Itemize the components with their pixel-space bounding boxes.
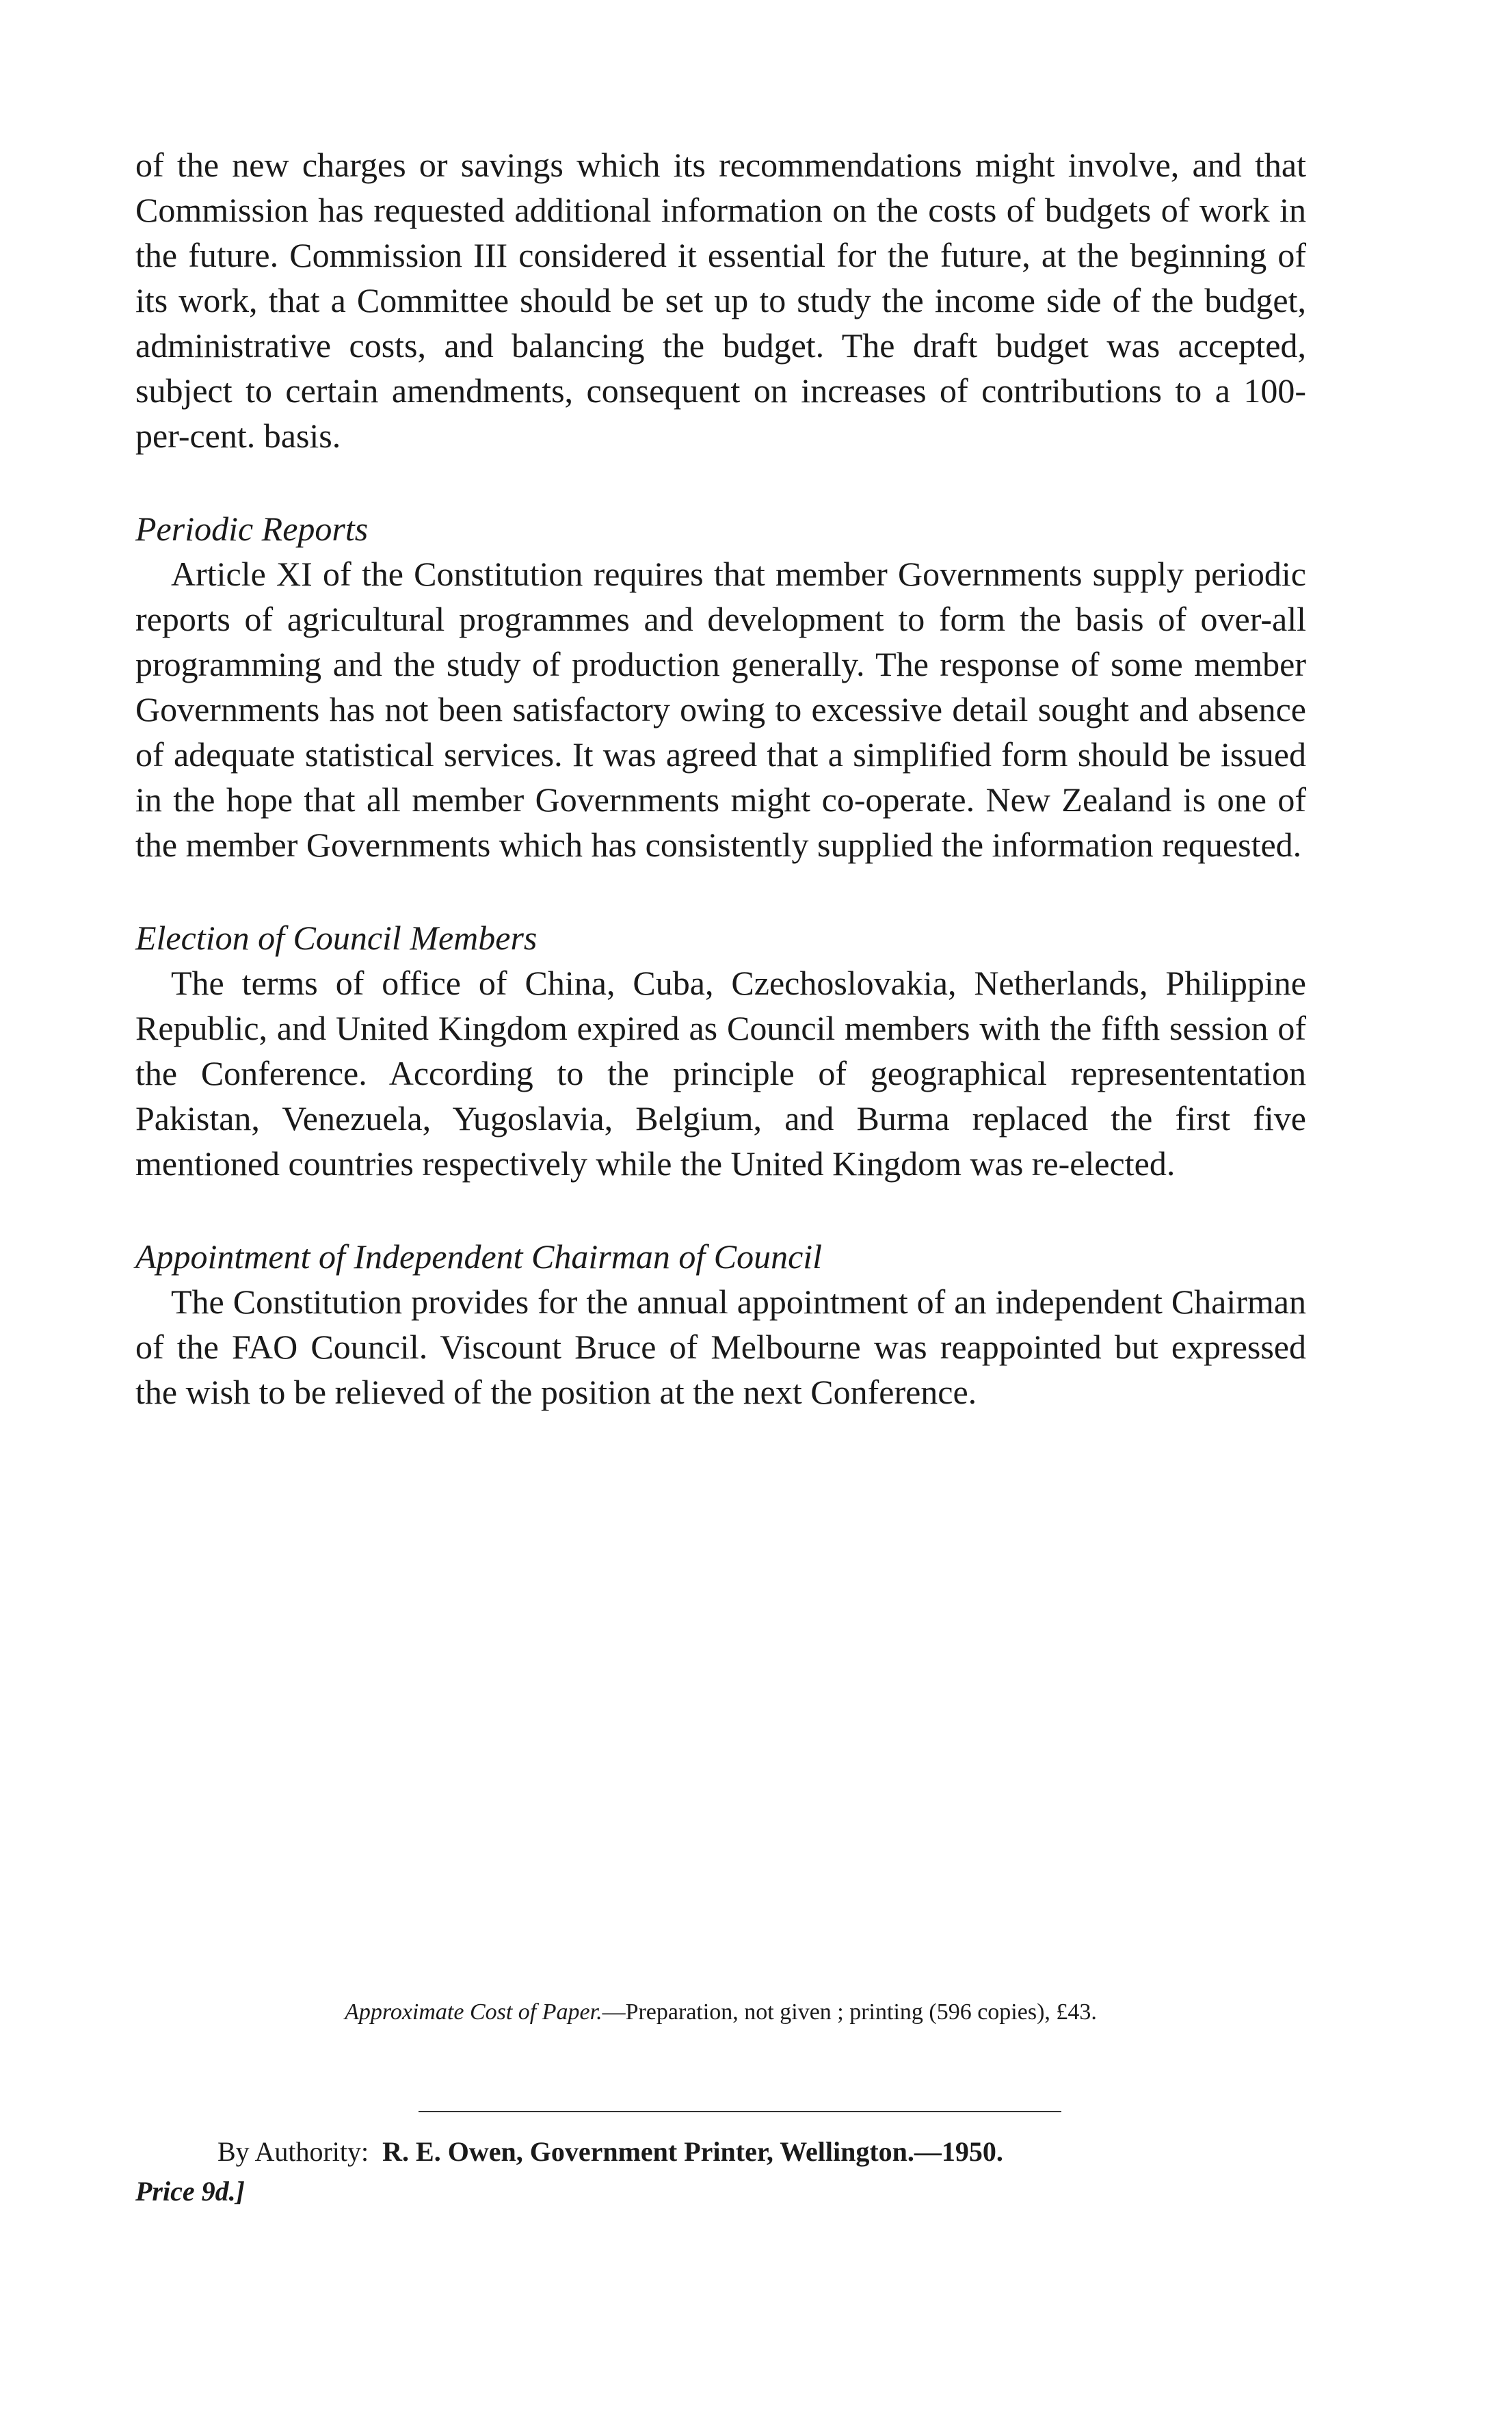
divider-rule [419,2111,1061,2112]
cost-note [135,1997,1306,2027]
document-body [135,142,1306,1415]
periodic-reports-paragraph: Article XI of the Constitution requires that member Governments supply periodic reports of agricultural programmes and development to form the basis of over-all programming and the study of production generally. The response of some member Governments has not been satisfactory owing to excessive detail sought and absence of adequate statistical services. It was agreed that a simplified form should be issued in the hope that all member Governments might co-operate. New Zealand is one of the member Governments which has consistently supplied the information requested. [135,555,1306,864]
appointment-paragraph: The Constitution provides for the annual appointment of an independent Chairman of the FAO Council. Viscount Bruce of Melbourne was reappointed but expressed the wish to be relieved of the position at the next Conference. [135,1283,1306,1411]
heading-appointment-of-chairman: Appointment of Independent Chairman of Council [135,1237,823,1276]
heading-periodic-reports: Periodic Reports [135,510,369,548]
printer-imprint [217,2134,1306,2170]
intro-paragraph: of the new charges or savings which its recommendations might involve, and that Commission has requested additional information on the costs of budgets of work in the future. Commission III considered it essential for the future, at the beginning of its work, that a Committee should be set up to study the income side of the budget, administrative costs, and balancing the budget. The draft budget was accepted, subject to certain amendments, consequent on increases of contributions to a 100-per-cent. basis. [135,146,1306,455]
cost-note-text: —Preparation, not given ; printing (596 copies), £43. [602,1999,1097,2025]
price-note: Price 9d.] [135,2176,245,2207]
authority-label: By Authority: [217,2136,369,2167]
cost-note-label: Approximate Cost of Paper. [345,1999,602,2025]
authority-text: R. E. Owen, Government Printer, Wellington.—1950. [382,2136,1003,2167]
heading-election-of-council-members: Election of Council Members [135,919,538,957]
election-paragraph: The terms of office of China, Cuba, Czechoslovakia, Netherlands, Philippine Republic, and United Kingdom expired as Council members with the fifth session of the Conference. According to the principle of geographical represententation Pakistan, Venezuela, Yugoslavia, Belgium, and Burma replaced the first five mentioned countries respectively while the United Kingdom was re-elected. [135,964,1306,1183]
